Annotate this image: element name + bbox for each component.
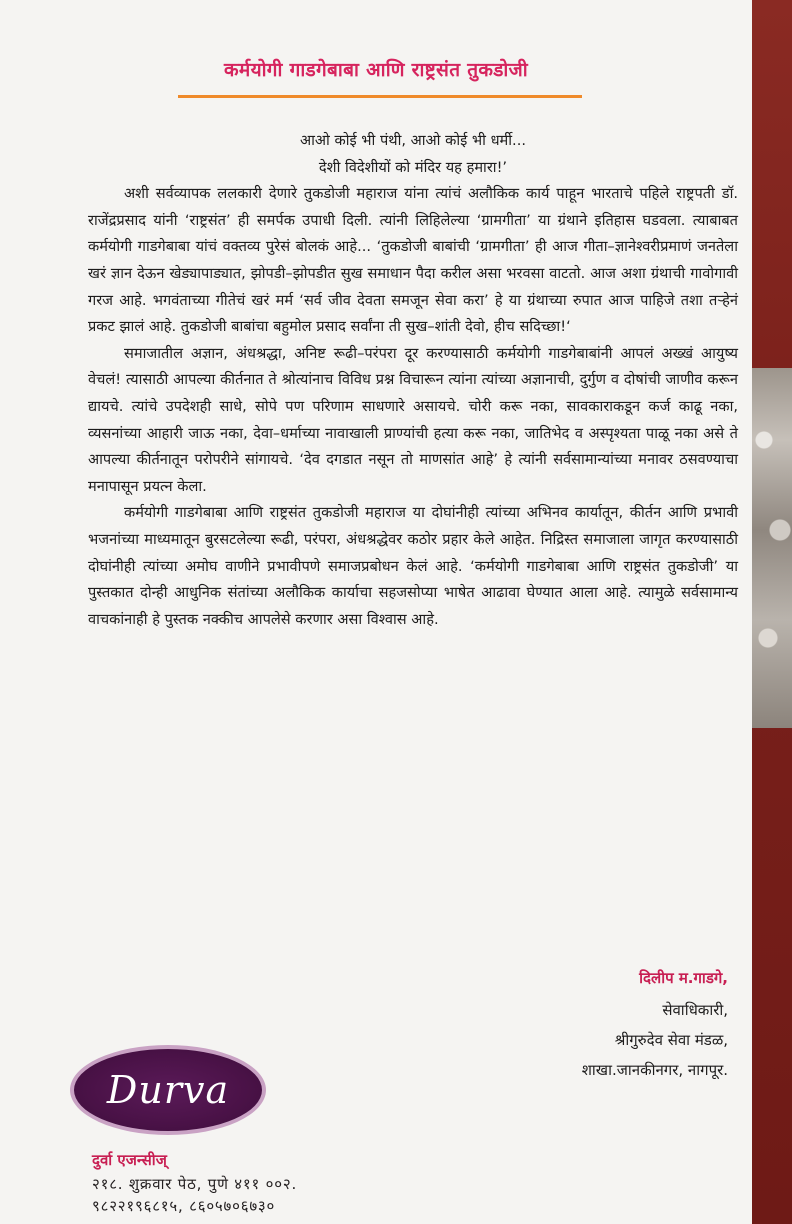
publisher-phone: ९८२२१९६८१५, ८६०५७०६७३० bbox=[92, 1197, 276, 1215]
publisher-logo bbox=[70, 1045, 266, 1135]
paragraph-2: समाजातील अज्ञान, अंधश्रद्धा, अनिष्ट रूढी–परंपरा दूर करण्यासाठी कर्मयोगी गाडगेबाबांनी आपलं अख्खं आयुष्य वेचलं! त्यासाठी आपल्या कीर्तनात ते श्रोत्यांनाच विविध प्रश्न विचारून त्यांना त्यांच्या अज्ञानाची, दुर्गुण व दोषांची जाणीव करून द्यायचे. त्यांचे उपदेशही साधे, सोपे पण परिणाम साधणारे असायचे. चोरी करू नका, सावकाराकडून कर्ज काढू नका, व्यसनांच्या आहारी जाऊ नका, देवा–धर्माच्या नावाखाली प्राण्यांची हत्या करू नका, जातिभेद व अस्पृश्यता पाळू नका असे ते आपल्या कीर्तनातून परोपरीने सांगायचे. ‘देव दगडात नसून तो माणसांत आहे’ हे त्यांनी सर्वसामान्यांच्या मनावर ठसवण्याचा मनापासून प्रयत्न केला. bbox=[88, 344, 738, 495]
title-underline bbox=[178, 95, 582, 98]
spine-photo-strip bbox=[752, 368, 792, 728]
page-title: कर्मयोगी गाडगेबाबा आणि राष्ट्रसंत तुकडोजी bbox=[224, 59, 528, 81]
publisher-name: दुर्वा एजन्सीज् bbox=[92, 1151, 167, 1169]
quote-line-2: देशी विदेशीयों को मंदिर यह हमारा!’ bbox=[318, 158, 508, 176]
paragraph-3: कर्मयोगी गाडगेबाबा आणि राष्ट्रसंत तुकडोजी महाराज या दोघांनीही त्यांच्या अभिनव कार्यातून, कीर्तन आणि प्रभावी भजनांच्या माध्यमातून बुरसटलेल्या रूढी, परंपरा, अंधश्रद्धेवर कठोर प्रहार केले आहेत. निद्रिस्त समाजाला जागृत करण्यासाठी दोघांनीही त्यांच्या अमोघ वाणीने प्रभावीपणे समाजप्रबोधन केलं आहे. ‘कर्मयोगी गाडगेबाबा आणि राष्ट्रसंत तुकडोजी’ या पुस्तकात दोन्ही आधुनिक संतांच्या अलौकिक कार्याचा सहजसोप्या भाषेत आढावा घेण्यात आला आहे. त्यामुळे सर्वसामान्य वाचकांनाही हे पुस्तक नक्कीच आपलेसे करणार असा विश्वास आहे. bbox=[88, 504, 738, 628]
signature-name: दिलीप म.गाडगे, bbox=[639, 969, 728, 987]
blurb-text bbox=[88, 128, 738, 633]
publisher-logo-text: Durva bbox=[106, 1068, 230, 1112]
paragraph-1: अशी सर्वव्यापक ललकारी देणारे तुकडोजी महाराज यांना त्यांचं अलौकिक कार्य पाहून भारताचे पहिले राष्ट्रपती डॉ. राजेंद्रप्रसाद यांनी ‘राष्ट्रसंत’ ही समर्पक उपाधी दिली. त्यांनी लिहिलेल्या ‘ग्रामगीता’ या ग्रंथाने इतिहास घडवला. त्याबाबत कर्मयोगी गाडगेबाबा यांचं वक्तव्य पुरेसं बोलकं आहे... ‘तुकडोजी बाबांची ‘ग्रामगीता’ ही आज गीता–ज्ञानेश्वरीप्रमाणं जनतेला खरं ज्ञान देऊन खेड्यापाड्यात, झोपडी–झोपडीत सुख समाधान पैदा करील असा भरवसा वाटतो. आज अशा ग्रंथाची गावोगावी गरज आहे. भगवंताच्या गीतेचं खरं मर्म ‘सर्व जीव देवता समजून सेवा करा’ हे या ग्रंथाच्या रुपात आज पाहिजे तशा तऱ्हेनं प्रकट झालं आहे. तुकडोजी बाबांचा बहुमोल प्रसाद सर्वांना ती सुख–शांती देवो, हीच सदिच्छा!‘ bbox=[88, 185, 738, 336]
signature-title: सेवाधिकारी, bbox=[662, 1001, 728, 1019]
publisher-address: २१८. शुक्रवार पेठ, पुणे ४११ ००२. bbox=[92, 1175, 298, 1193]
quote-line-1: आओ कोई भी पंथी, आओ कोई भी धर्मी... bbox=[300, 132, 526, 149]
signature-branch: शाखा.जानकीनगर, नागपूर. bbox=[581, 1061, 728, 1079]
signature-organization: श्रीगुरुदेव सेवा मंडळ, bbox=[614, 1031, 728, 1049]
